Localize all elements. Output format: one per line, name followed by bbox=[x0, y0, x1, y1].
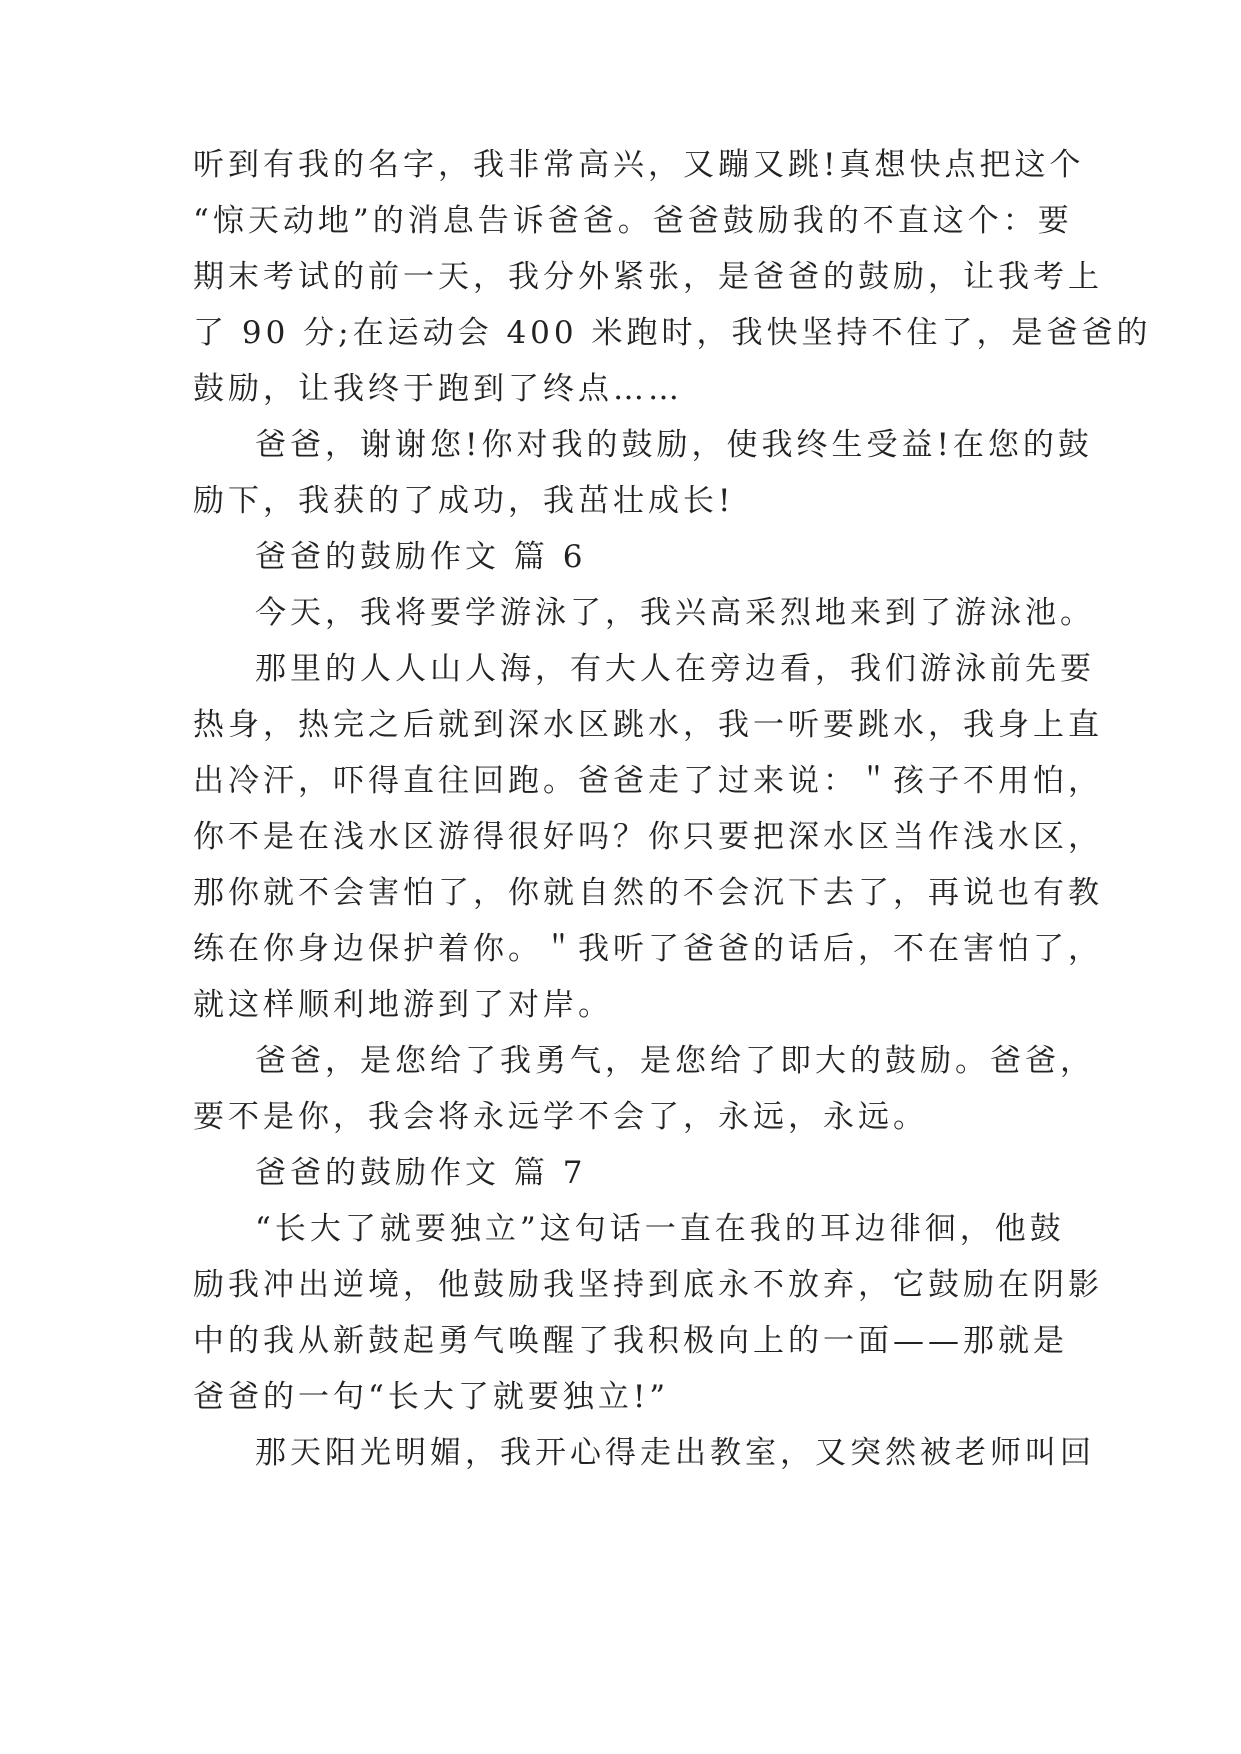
section-heading: 爸爸的鼓励作文 篇 7 bbox=[255, 1155, 587, 1191]
text-line: 了 90 分;在运动会 400 米跑时，我快坚持不住了，是爸爸的 bbox=[193, 315, 1152, 351]
paragraph-first-line: 那天阳光明媚，我开心得走出教室，又突然被老师叫回 bbox=[255, 1435, 1095, 1471]
text-line: 你不是在浅水区游得很好吗？你只要把深水区当作浅水区， bbox=[193, 819, 1103, 855]
text-line: 就这样顺利地游到了对岸。 bbox=[193, 987, 613, 1023]
paragraph-first-line: 那里的人人山人海，有大人在旁边看，我们游泳前先要 bbox=[255, 651, 1095, 687]
text-line: 练在你身边保护着你。＂我听了爸爸的话后，不在害怕了， bbox=[193, 931, 1103, 967]
text-line: 鼓励，让我终于跑到了终点…… bbox=[193, 371, 683, 407]
text-line: 出冷汗，吓得直往回跑。爸爸走了过来说：＂孩子不用怕， bbox=[193, 763, 1103, 799]
text-line: 励下，我获的了成功，我茁壮成长! bbox=[193, 483, 735, 519]
paragraph-first-line: 爸爸，谢谢您!你对我的鼓励，使我终生受益!在您的鼓 bbox=[255, 427, 1093, 463]
text-line: 那你就不会害怕了，你就自然的不会沉下去了，再说也有教 bbox=[193, 875, 1103, 911]
text-line: 爸爸的一句“长大了就要独立!” bbox=[193, 1379, 670, 1415]
text-line: 励我冲出逆境，他鼓励我坚持到底永不放弃，它鼓励在阴影 bbox=[193, 1267, 1103, 1303]
text-line: 要不是你，我会将永远学不会了，永远，永远。 bbox=[193, 1099, 928, 1135]
paragraph-first-line: 爸爸，是您给了我勇气，是您给了即大的鼓励。爸爸， bbox=[255, 1043, 1095, 1079]
text-line: 中的我从新鼓起勇气唤醒了我积极向上的一面——那就是 bbox=[193, 1323, 1068, 1359]
text-line: 期末考试的前一天，我分外紧张，是爸爸的鼓励，让我考上 bbox=[193, 259, 1103, 295]
text-line: 听到有我的名字，我非常高兴，又蹦又跳!真想快点把这个 bbox=[193, 147, 1085, 183]
text-line: “惊天动地”的消息告诉爸爸。爸爸鼓励我的不直这个：要 bbox=[193, 203, 1073, 239]
paragraph-first-line: 今天，我将要学游泳了，我兴高采烈地来到了游泳池。 bbox=[255, 595, 1095, 631]
text-line: 热身，热完之后就到深水区跳水，我一听要跳水，我身上直 bbox=[193, 707, 1103, 743]
section-heading: 爸爸的鼓励作文 篇 6 bbox=[255, 539, 587, 575]
paragraph-first-line: “长大了就要独立”这句话一直在我的耳边徘徊，他鼓 bbox=[255, 1211, 1065, 1247]
